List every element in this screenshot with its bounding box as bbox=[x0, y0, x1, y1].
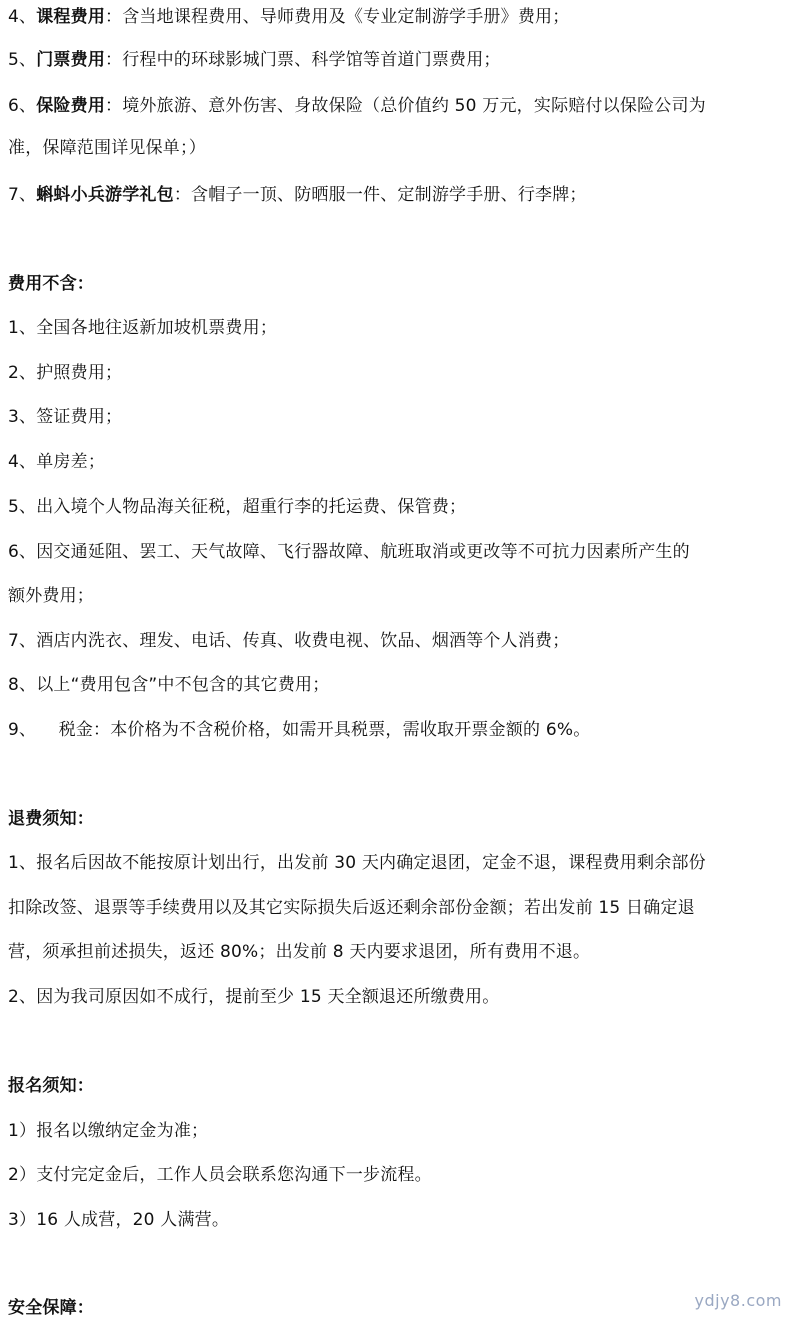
item-number: 7、 bbox=[8, 185, 37, 205]
excluded-item: 8、以上“费用包含”中不包含的其它费用； bbox=[8, 675, 330, 695]
included-item-4 bbox=[8, 6, 798, 28]
excluded-item: 9、 税金：本价格为不含税价格，如需开具税票，需收取开票金额的 6%。 bbox=[8, 720, 591, 740]
included-item-6 bbox=[8, 95, 798, 117]
excluded-item: 4、单房差； bbox=[8, 452, 106, 472]
watermark: ydjy8.com bbox=[694, 1291, 782, 1310]
excluded-item: 2、护照费用； bbox=[8, 363, 123, 383]
item-label: 蝌蚪小兵游学礼包 bbox=[36, 185, 174, 205]
registration-item: 2）支付完定金后，工作人员会联系您沟通下一步流程。 bbox=[8, 1165, 432, 1185]
item-label: 门票费用 bbox=[36, 50, 106, 70]
item-label: 保险费用 bbox=[36, 96, 106, 116]
excluded-item-cont: 额外费用； bbox=[8, 586, 94, 606]
item-number: 6、 bbox=[8, 96, 37, 116]
item-text: ：含帽子一顶、防晒服一件、定制游学手册、行李牌； bbox=[173, 185, 587, 205]
refund-item: 2、因为我司原因如不成行，提前至少 15 天全额退还所缴费用。 bbox=[8, 987, 500, 1007]
refund-item-cont: 扣除改签、退票等手续费用以及其它实际损失后返还剩余部份金额；若出发前 15 日确定退 bbox=[8, 898, 695, 918]
excluded-item: 7、酒店内洗衣、理发、电话、传真、收费电视、饮品、烟酒等个人消费； bbox=[8, 631, 570, 651]
section-heading-fees-excluded: 费用不含： bbox=[8, 274, 94, 294]
section-heading-safety: 安全保障： bbox=[8, 1298, 94, 1318]
item-label: 课程费用 bbox=[36, 7, 106, 27]
item-text: ：含当地课程费用、导师费用及《专业定制游学手册》费用； bbox=[105, 7, 570, 27]
registration-item: 1）报名以缴纳定金为准； bbox=[8, 1121, 209, 1141]
refund-item: 1、报名后因故不能按原计划出行，出发前 30 天内确定退团，定金不退，课程费用剩余部份 bbox=[8, 853, 706, 873]
item-number: 5、 bbox=[8, 50, 37, 70]
excluded-item: 1、全国各地往返新加坡机票费用； bbox=[8, 318, 278, 338]
refund-item-cont: 营，须承担前述损失，返还 80%；出发前 8 天内要求退团，所有费用不退。 bbox=[8, 942, 591, 962]
included-item-5 bbox=[8, 49, 798, 71]
excluded-item: 6、因交通延阻、罢工、天气故障、飞行器故障、航班取消或更改等不可抗力因素所产生的 bbox=[8, 542, 690, 562]
item-text: ：行程中的环球影城门票、科学馆等首道门票费用； bbox=[105, 50, 501, 70]
excluded-item: 3、签证费用； bbox=[8, 407, 123, 427]
registration-item: 3）16 人成营，20 人满营。 bbox=[8, 1210, 230, 1230]
section-heading-registration: 报名须知： bbox=[8, 1076, 94, 1096]
section-heading-refund: 退费须知： bbox=[8, 809, 94, 829]
included-item-7 bbox=[8, 184, 798, 206]
included-item-6-cont: 准，保障范围详见保单；） bbox=[8, 138, 206, 158]
excluded-item: 5、出入境个人物品海关征税，超重行李的托运费、保管费； bbox=[8, 497, 467, 517]
item-number: 4、 bbox=[8, 7, 37, 27]
item-text: ：境外旅游、意外伤害、身故保险（总价值约 50 万元，实际赔付以保险公司为 bbox=[105, 96, 706, 116]
